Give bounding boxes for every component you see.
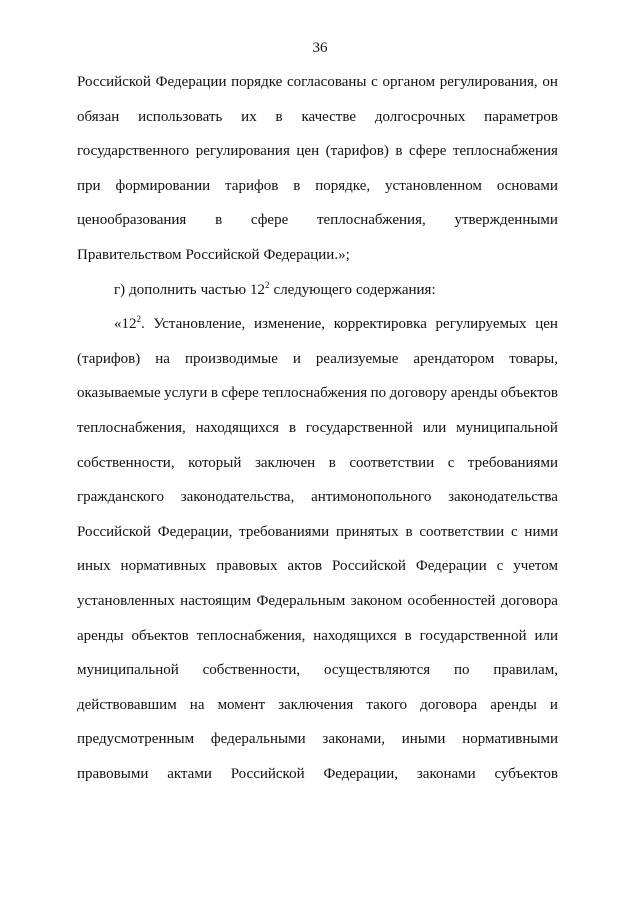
word: договора: [500, 593, 558, 609]
word: нормативных: [120, 558, 207, 574]
word: г): [114, 282, 126, 298]
word: и: [292, 351, 301, 367]
word: иных: [77, 558, 111, 574]
word: собственности,: [202, 662, 301, 678]
word: он: [542, 74, 558, 90]
text-line: [77, 661, 558, 679]
word: порядке,: [315, 178, 371, 194]
word: регулирования,: [439, 74, 538, 90]
word: государственного: [77, 143, 190, 159]
text-line: [77, 246, 558, 264]
word: находящихся: [195, 420, 280, 436]
word: сфере: [221, 385, 259, 401]
text-line: [77, 177, 558, 195]
word: Российской: [230, 766, 305, 782]
page-number: 36: [312, 40, 328, 56]
word: момент: [217, 697, 266, 713]
word: Правительством: [77, 247, 182, 263]
word: с: [510, 524, 518, 540]
word: субъектов: [494, 766, 558, 782]
word: принятых: [336, 524, 399, 540]
word: утвержденными: [454, 212, 558, 228]
word: Российской: [185, 247, 260, 263]
text-line: [77, 730, 558, 748]
word: обязан: [77, 109, 120, 125]
word: на: [155, 351, 170, 367]
word: в: [328, 455, 336, 471]
word: собственности,: [77, 455, 175, 471]
word: договору: [389, 385, 448, 401]
word: ценообразования: [77, 212, 187, 228]
word: содержания:: [355, 282, 436, 298]
text-line: [77, 454, 558, 472]
word: производимые: [184, 351, 278, 367]
word: правовыми: [77, 766, 149, 782]
word: такого: [366, 697, 408, 713]
word: нормативными: [462, 731, 558, 747]
word: регулирования: [195, 143, 290, 159]
superscript: 2: [265, 280, 270, 290]
word: или: [534, 628, 558, 644]
word: на: [189, 697, 205, 713]
word: порядке: [231, 74, 283, 90]
word: муниципальной: [77, 662, 179, 678]
word: объектов: [131, 628, 189, 644]
word: предусмотренным: [77, 731, 195, 747]
word: «$12^2$.: [114, 314, 145, 332]
text-line: [77, 419, 558, 437]
word: заключения: [278, 697, 354, 713]
word: находящихся: [313, 628, 397, 644]
word: с: [447, 455, 455, 471]
word: установленном: [385, 178, 482, 194]
word: Федерации: [415, 558, 487, 574]
word: Федерации.»;: [263, 247, 350, 263]
word: учетом: [513, 558, 558, 574]
word: при: [77, 178, 101, 194]
word: частью: [200, 282, 247, 298]
word: или: [422, 420, 447, 436]
word: гражданского: [77, 489, 164, 505]
word: согласованы: [286, 74, 367, 90]
word: антимонопольного: [311, 489, 432, 505]
word: по: [370, 385, 387, 401]
text-line: [77, 696, 558, 714]
word: требованиями: [239, 524, 330, 540]
word: в: [275, 109, 283, 125]
word: в: [293, 178, 301, 194]
text-line: [77, 627, 558, 645]
word: иными: [401, 731, 446, 747]
word: дополнить: [129, 282, 197, 298]
word: основами: [496, 178, 558, 194]
text-line: [77, 384, 558, 402]
text-line: [77, 350, 558, 368]
word: настоящим: [180, 593, 252, 609]
word: качестве: [301, 109, 357, 125]
word: цен: [535, 316, 558, 332]
text-line: [114, 281, 558, 299]
word: в: [395, 143, 403, 159]
word: Российской: [77, 74, 151, 90]
word: использовать: [138, 109, 223, 125]
word: арендатором: [413, 351, 495, 367]
word: законодательства,: [180, 489, 295, 505]
word: по: [453, 662, 470, 678]
word: теплоснабжения,: [77, 420, 186, 436]
word: регулируемых: [435, 316, 527, 332]
word: правовых: [216, 558, 278, 574]
word: в: [210, 385, 218, 401]
word: заключен: [254, 455, 316, 471]
word: формировании: [115, 178, 211, 194]
word: осуществляются: [323, 662, 431, 678]
word: тарифов: [225, 178, 279, 194]
word: который: [188, 455, 242, 471]
word: в: [404, 628, 412, 644]
word: Российской: [77, 524, 151, 540]
superscript: 2: [136, 314, 141, 324]
word: законами: [416, 766, 476, 782]
word: услуги: [164, 385, 208, 401]
word: соответствии: [419, 524, 505, 540]
text-line: [77, 108, 558, 126]
word: теплоснабжения: [452, 143, 558, 159]
text-line: [77, 557, 558, 575]
text-line: [114, 315, 558, 333]
word: аренды: [77, 628, 124, 644]
word: в: [288, 420, 297, 436]
text-line: [77, 523, 558, 541]
word: Федерации: [155, 74, 227, 90]
word: законом: [350, 593, 403, 609]
text-line: [77, 765, 558, 783]
text-line: [77, 211, 558, 229]
word: теплоснабжения,: [316, 212, 426, 228]
text-line: [77, 488, 558, 506]
word: теплоснабжения,: [196, 628, 306, 644]
word: параметров: [484, 109, 558, 125]
word: в: [215, 212, 223, 228]
word: реализуемые: [315, 351, 399, 367]
word: Установление,: [153, 316, 246, 332]
word: Федеральным: [256, 593, 346, 609]
word: договора: [420, 697, 478, 713]
word: (тарифов): [325, 143, 389, 159]
text-line: [77, 73, 558, 91]
word: цен: [296, 143, 320, 159]
word: федеральными: [210, 731, 306, 747]
word: органом: [382, 74, 436, 90]
word: государственной: [419, 628, 527, 644]
word: товары,: [509, 351, 558, 367]
word: и: [549, 697, 558, 713]
word: с: [496, 558, 504, 574]
word: сфере: [409, 143, 447, 159]
text-line: [77, 142, 558, 160]
word: $12^2$: [250, 280, 270, 298]
word: законодательства: [448, 489, 558, 505]
word: теплоснабжения: [262, 385, 368, 401]
word: государственной: [305, 420, 413, 436]
word: законами,: [322, 731, 385, 747]
word: Федерации,: [323, 766, 399, 782]
word: действовавшим: [77, 697, 177, 713]
word: Российской: [332, 558, 406, 574]
word: долгосрочных: [374, 109, 466, 125]
word: соответствии: [349, 455, 435, 471]
text-line: [77, 592, 558, 610]
word: в: [405, 524, 413, 540]
word: установленных: [77, 593, 175, 609]
word: актов: [287, 558, 323, 574]
word: актами: [167, 766, 212, 782]
word: следующего: [273, 282, 352, 298]
word: аренды: [490, 697, 537, 713]
word: корректировка: [333, 316, 427, 332]
word: аренды: [450, 385, 498, 401]
word: требованиями: [467, 455, 558, 471]
word: оказываемые: [77, 385, 161, 401]
word: особенностей: [407, 593, 496, 609]
word: их: [241, 109, 257, 125]
word: объектов: [500, 385, 558, 401]
word: ними: [524, 524, 558, 540]
word: (тарифов): [77, 351, 141, 367]
word: с: [371, 74, 378, 90]
word: Федерации,: [157, 524, 233, 540]
word: правилам,: [493, 662, 558, 678]
word: сфере: [250, 212, 289, 228]
word: изменение,: [253, 316, 326, 332]
word: муниципальной: [456, 420, 558, 436]
